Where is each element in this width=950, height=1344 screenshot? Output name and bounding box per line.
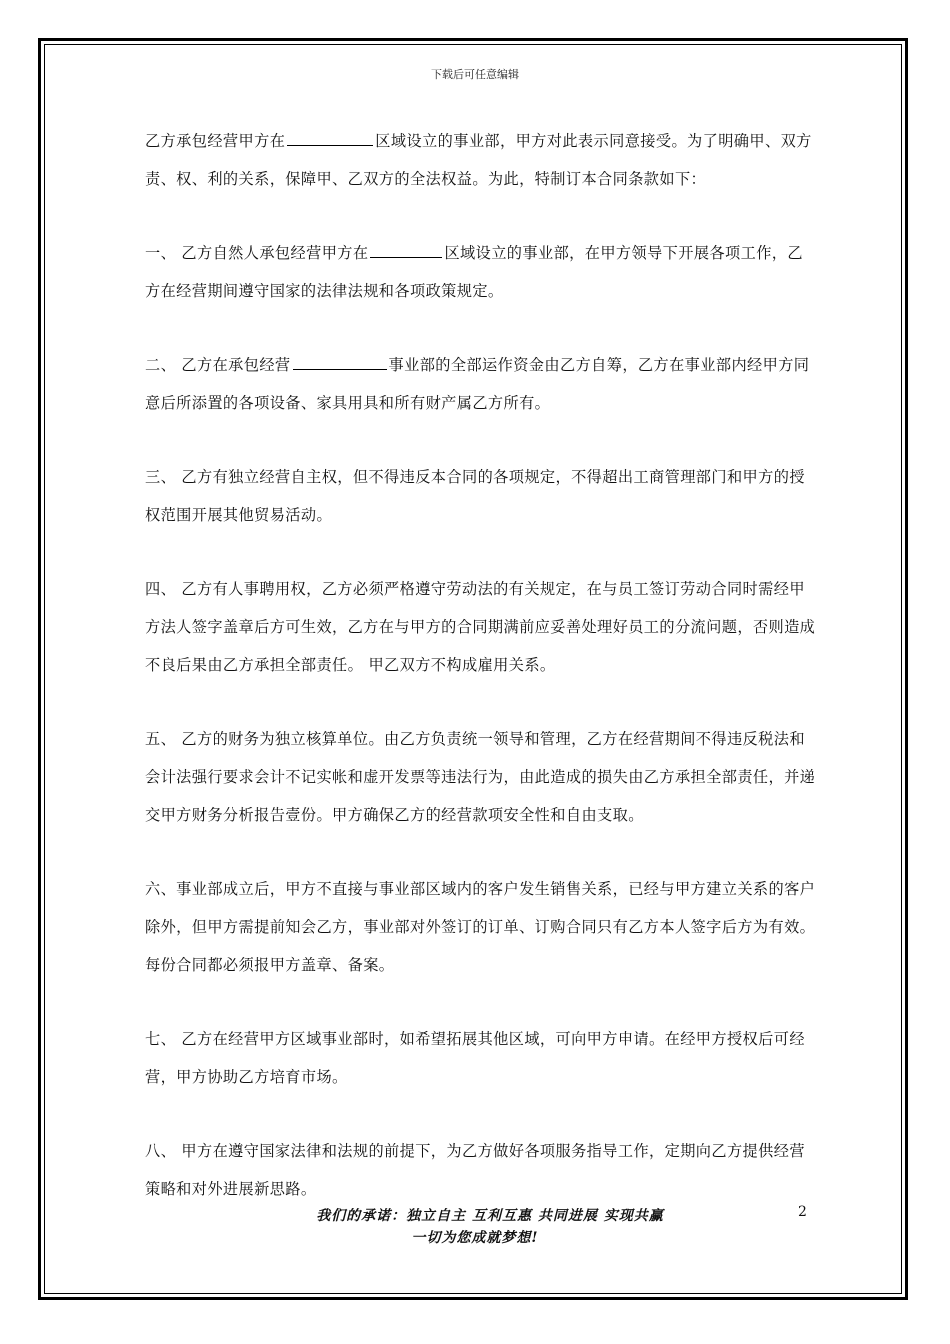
clause-2: [145, 346, 817, 422]
page-number: 2: [798, 1204, 807, 1220]
clause-4: 四、 乙方有人事聘用权，乙方必须严格遵守劳动法的有关规定，在与员工签订劳动合同时需经甲方法人签字盖章后方可生效，乙方在与甲方的合同期满前应妥善处理好员工的分流问题，否则造成不良后果由乙方承担全部责任。 甲乙双方不构成雇用关系。: [145, 580, 816, 674]
clause-1: [145, 234, 817, 310]
header-note: 下载后可任意编辑: [431, 68, 519, 81]
footer-slogan: [0, 1205, 950, 1249]
slogan-line-1: 我们的承诺：独立自主 互利互惠 共同进展 实现共赢: [316, 1208, 664, 1224]
clause-3: 三、 乙方有独立经营自主权，但不得违反本合同的各项规定，不得超出工商管理部门和甲方的授权范围开展其他贸易活动。: [145, 468, 805, 524]
clause-6: 六、事业部成立后，甲方不直接与事业部区域内的客户发生销售关系，已经与甲方建立关系的客户除外，但甲方需提前知会乙方，事业部对外签订的订单、订购合同只有乙方本人签字后方为有效。每份合同都必须报甲方盖章、备案。: [145, 880, 816, 974]
clause-8: 八、 甲方在遵守国家法律和法规的前提下，为乙方做好各项服务指导工作，定期向乙方提供经营策略和对外进展新思路。: [145, 1142, 805, 1198]
intro-paragraph: [145, 122, 817, 198]
clause-1-part1: 一、 乙方自然人承包经营甲方在: [145, 244, 369, 262]
clause-7: 七、 乙方在经营甲方区域事业部时，如希望拓展其他区域，可向甲方申请。在经甲方授权后可经营，甲方协助乙方培育市场。: [145, 1030, 805, 1086]
slogan-line-2: 一切为您成就梦想!: [411, 1230, 539, 1246]
clause-2-part2: 事业部的全部运作资金由乙方自筹，乙方在事业部内经甲方同意后所添置的各项设备、家具用具和所有财产属乙方所有。: [145, 356, 810, 412]
clause-2-part1: 二、 乙方在承包经营: [145, 356, 291, 374]
blank-line-region: [287, 125, 373, 146]
intro-text-part1: 乙方承包经营甲方在: [145, 132, 286, 150]
blank-line-department: [293, 349, 387, 370]
intro-text-part2: 区域设立的事业部，甲方对此表示同意接受。为了明确甲、双方责、权、利的关系，保障甲、乙双方的全法权益。为此，特制订本合同条款如下：: [145, 132, 812, 188]
blank-line-region: [370, 237, 442, 258]
clause-1-part2: 区域设立的事业部，在甲方领导下开展各项工作，乙方在经营期间遵守国家的法律法规和各项政策规定。: [145, 244, 803, 300]
contract-body: [145, 122, 817, 1244]
clause-5: 五、 乙方的财务为独立核算单位。由乙方负责统一领导和管理，乙方在经营期间不得违反税法和会计法强行要求会计不记实帐和虚开发票等违法行为，由此造成的损失由乙方承担全部责任，并递交甲方财务分析报告壹份。甲方确保乙方的经营款项安全性和自由支取。: [145, 730, 816, 824]
